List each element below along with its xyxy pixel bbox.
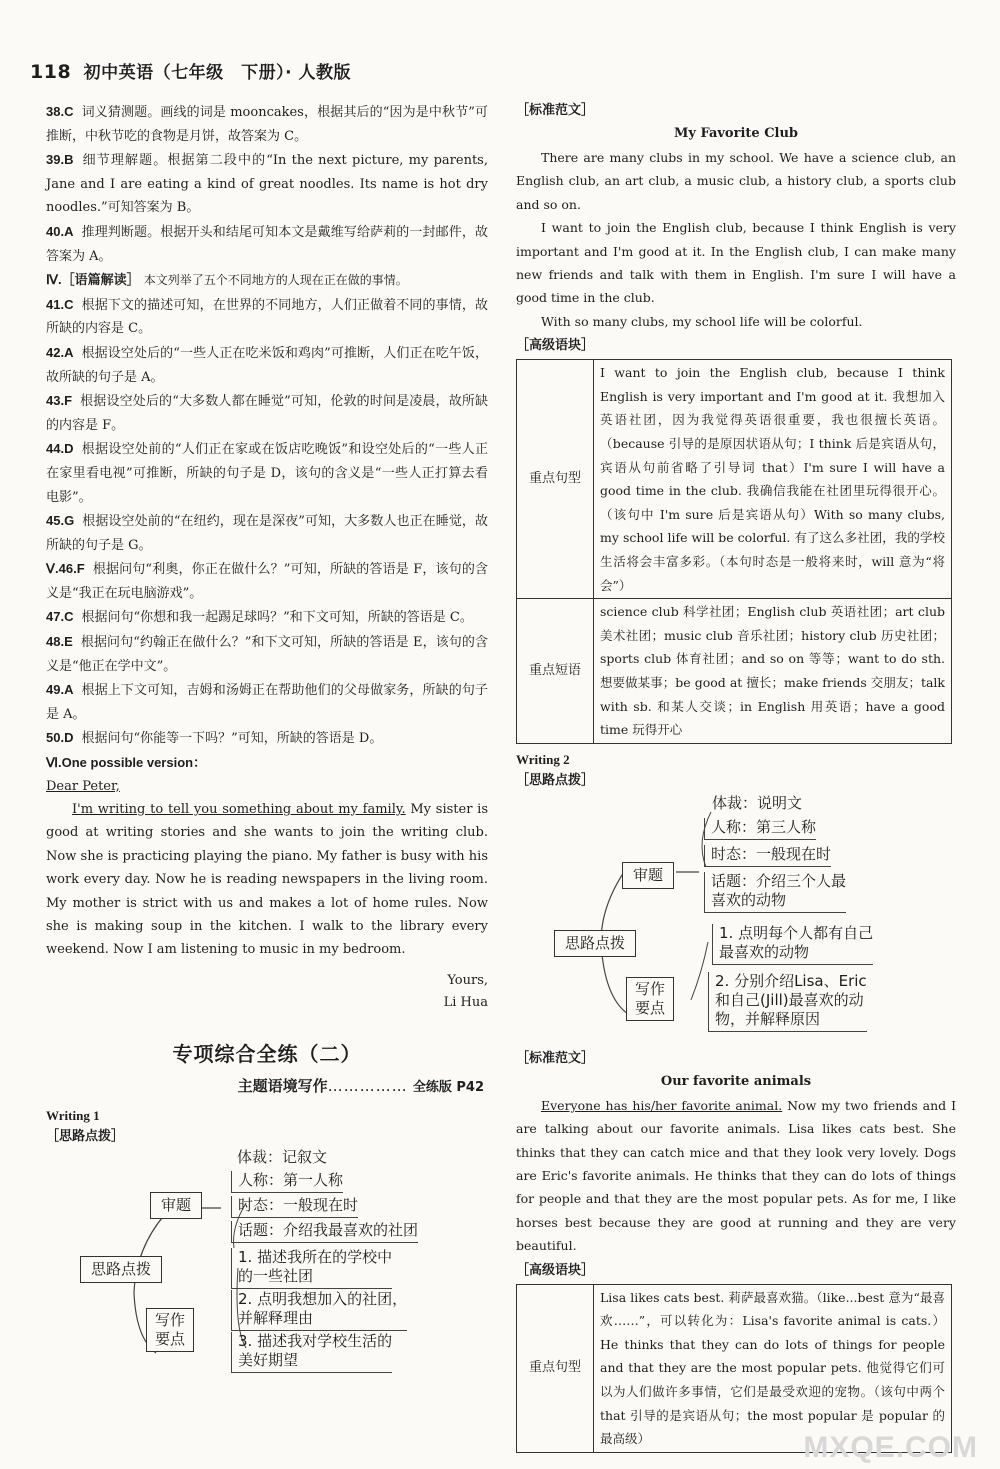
writing1-mindmap: [46, 1148, 488, 1386]
answer-number: 38.C: [46, 104, 74, 119]
letter-closing: Yours,: [447, 972, 488, 988]
answer-explanation: 根据上下文可知，吉姆和汤姆正在帮助他们的父母做家务，所缺的句子是 A。: [46, 683, 488, 722]
chunk-row: [517, 360, 952, 599]
answer-item: [46, 605, 488, 630]
answer-item: [46, 557, 488, 605]
mm2-a-item-2: 时态：一般现在时: [704, 845, 831, 867]
essay2-body: Everyone has his/her favorite animal. Now my two friends and I are talking about our favorite animals. Lisa likes cats best. She thinks that they can catch mice and that they look very lovely. Dogs are Eric's favorite animals. He thinks that they can do lots of things for people and that they are the most popular pets. As for me, I like horses best because they are good at running and they are very beautiful.: [516, 1097, 957, 1254]
answer-number: 43.F: [46, 393, 73, 409]
answer-number: 49.A: [46, 682, 74, 698]
essay1-paragraph: There are many clubs in my school. We have a science club, an English club, an art club, a music club, a history club, a sports club and so on.: [516, 150, 956, 212]
answer-explanation: 根据设空处后的“大多数人都在睡觉”可知，伦敦的时间是凌晨，故所缺的内容是 F。: [46, 394, 488, 433]
answer-item: [46, 437, 488, 509]
advanced-chunks-tag-1: ［高级语块］: [516, 338, 595, 354]
letter-signature: Li Hua: [443, 994, 488, 1010]
advanced-chunks-table-1: [516, 359, 952, 744]
answer-item: [46, 726, 488, 751]
answers-38-40: [46, 100, 488, 268]
letter-body: I'm writing to tell you something about my family. My sister is good at writing stories and she wants to join the writing club. Now she is practicing playing the piano. My father is busy with his work every day. Now he is reading newspapers in the living room. My mother is strict with us and makes a lot of home rules. Now she is making soup in the kitchen. I walk to the library every weekend. Now I am listening to music in my bedroom.: [46, 802, 489, 958]
mm2-a-item-3: 话题：介绍三个人最 喜欢的动物: [704, 872, 846, 913]
chunk-label: 重点句型: [517, 1284, 594, 1452]
answer-item: [46, 100, 488, 148]
essay1-paragraph: With so many clubs, my school life will be colorful.: [541, 313, 863, 329]
answer-item: [46, 293, 488, 341]
left-column: [46, 100, 488, 1386]
chunk-text: Lisa likes cats best. 莉萨最喜欢猫。（like...best 意为“最喜欢……”，可以转化为：Lisa's favorite animal is cats.）He thinks that they can do lots of things for people and that they are the most popular pets. 他觉得它们可以为人们做许多事情，它们是最受欢迎的宠物。（该句中两个 that 引导的是宾语从句；the most popular 是 popular 的最高级）: [594, 1284, 952, 1452]
mm1-a-item-2: 时态：一般现在时: [231, 1196, 358, 1218]
page-number: 118: [30, 61, 72, 83]
essay2-title: Our favorite animals: [660, 1073, 812, 1089]
standard-essay-tag-1: ［标准范文］: [516, 103, 595, 118]
essay1-body: [516, 146, 956, 333]
mm2-b-item-1: 2. 分别介绍Lisa、Eric 和自己(Jill)最喜欢的动 物，并解释原因: [708, 972, 867, 1032]
answer-explanation: 根据下文的描述可知，在世界的不同地方，人们正做着不同的事情，故所缺的内容是 C。: [46, 297, 488, 337]
answer-item: [46, 509, 488, 557]
mm1-b-item-1: 2. 点明我想加入的社团， 并解释理由: [231, 1290, 407, 1331]
answer-explanation: 推理判断题。根据开头和结尾可知本文是戴维写给萨莉的一封邮件，故答案为 A。: [46, 224, 488, 264]
mm1-branch-shenti: 审题: [150, 1192, 202, 1219]
answer-item: [46, 220, 488, 268]
section-title: 专项综合全练（二）: [172, 1041, 362, 1066]
answer-number: 40.A: [46, 223, 74, 239]
mm1-branch-xiezuo: 写作 要点: [146, 1308, 194, 1352]
section-subtitle: 主题语境写作…………… 全练版 P42: [237, 1076, 484, 1095]
advanced-chunks-table-2: [516, 1284, 952, 1453]
standard-essay-tag-2: ［标准范文］: [516, 1050, 595, 1066]
answer-item: [46, 389, 488, 437]
chunk-text: I want to join the English club, because I think English is very important and I'm good at it. 我想加入英语社团，因为我觉得英语很重要，我也很擅长英语。（because 引导的是原因状语从句；I think 后是宾语从句，宾语从句前省略了引导词 that）I'm sure I will have a good time in the club. 我确信我能在社团里玩得很开心。（该句中 I'm sure 后是宾语从句）With so many clubs, my school life will be colorful. 有了这么多社团，我的学校生活将会丰富多彩。（本句时态是一般将来时，will 意为“将会”）: [594, 360, 952, 599]
mm2-branch-shenti: 审题: [622, 862, 674, 889]
mm2-center: 思路点拨: [554, 930, 636, 957]
essay1-title: My Favorite Club: [673, 126, 799, 141]
page-header: [30, 58, 351, 83]
mm2-a-item-1: 人称：第三人称: [704, 818, 816, 840]
chunk-label: 重点句型: [517, 360, 594, 599]
answer-explanation: 根据设空处后的“一些人正在吃米饭和鸡肉”可推断，人们正在吃午饭，故所缺的句子是 A。: [46, 345, 488, 385]
mm1-b-item-0: 1. 描述我所在的学校中 的一些社团: [231, 1248, 392, 1289]
advanced-chunks-tag-2: ［高级语块］: [516, 1262, 595, 1278]
writing2-mindmap: [516, 792, 956, 1048]
answer-number: 41.C: [46, 296, 74, 312]
chunk-text: science club 科学社团；English club 英语社团；art club 美术社团；music club 音乐社团；history club 历史社团；sports club 体育社团；and so on 等等；want to do sth. 想要做某事；be good at 擅长；make friends 交朋友；talk with sb. 和某人交谈；in English 用英语；have a good time 玩得开心: [594, 599, 952, 744]
book-title: 初中英语（七年级 下册）· 人教版: [83, 63, 351, 83]
answer-explanation: 根据问句“你能等一下吗？”可知，所缺的答语是 D。: [81, 731, 383, 747]
answer-explanation: 根据问句“利奥，你正在做什么？”可知，所缺的答语是 F，该句的含义是“我正在玩电脑游戏”。: [46, 562, 488, 601]
writing2-title: Writing 2: [516, 751, 570, 767]
answer-explanation: 细节理解题。根据第二段中的“In the next picture, my parents, Jane and I are eating a kind of great noodles. Its name is hot dry noodles.”可知答案为 B。: [46, 153, 488, 216]
section-4-intro: Ⅳ.［语篇解读］ 本文列举了五个不同地方的人现在正在做的事情。: [46, 272, 408, 288]
answer-explanation: 根据问句“约翰正在做什么？”和下文可知，所缺的答语是 E，该句的含义是“他正在学中文”。: [46, 635, 488, 674]
answer-number: 39.B: [46, 152, 74, 168]
mm1-center: 思路点拨: [80, 1256, 162, 1283]
answer-number: 50.D: [46, 730, 74, 746]
letter-greeting: Dear Peter,: [46, 778, 120, 794]
answer-item: [46, 630, 488, 678]
answers-41-50: [46, 293, 488, 751]
model-letter: [46, 775, 488, 1014]
writing1-title: Writing 1: [46, 1107, 100, 1123]
answer-number: 45.G: [46, 513, 75, 529]
answer-explanation: 词义猜测题。画线的词是 mooncakes，根据其后的“因为是中秋节”可推断，中秋节吃的食物是月饼，故答案为 C。: [46, 105, 488, 144]
essay1-paragraph: I want to join the English club, because I think English is very important and I'm good at it. In the English club, I can make many new friends and talk with them in English. I'm sure I will have a good time in the club.: [516, 220, 956, 306]
mm2-a-item-0: 体裁：说明文: [712, 793, 803, 812]
mm2-b-item-0: 1. 点明每个人都有自己 最喜欢的动物: [712, 924, 873, 965]
answer-explanation: 根据设空处前的“在纽约，现在是深夜”可知，大多数人也正在睡觉，故所缺的句子是 G。: [46, 514, 488, 553]
answer-number: Ⅴ.46.F: [46, 561, 85, 577]
writing2-tag: ［思路点拨］: [516, 772, 595, 788]
section-6-label: Ⅵ.One possible version：: [46, 755, 207, 771]
watermark: MXQE.COM: [803, 1431, 978, 1464]
mm2-branch-xiezuo: 写作 要点: [626, 977, 674, 1021]
mm1-b-item-2: 3. 描述我对学校生活的 美好期望: [231, 1332, 392, 1373]
answer-item: [46, 341, 488, 389]
chunk-row: [517, 1284, 952, 1452]
answer-number: 44.D: [46, 441, 74, 457]
mm1-a-item-0: 体裁：记叙文: [237, 1147, 328, 1166]
answer-number: 48.E: [46, 634, 73, 650]
answer-explanation: 根据问句“你想和我一起踢足球吗？”和下文可知，所缺的答语是 C。: [81, 610, 473, 626]
answer-number: 42.A: [46, 344, 74, 360]
mm1-a-item-3: 话题：介绍我最喜欢的社团: [231, 1221, 418, 1243]
answer-number: 47.C: [46, 609, 74, 625]
right-column: [516, 100, 956, 1453]
writing1-tag: ［思路点拨］: [46, 1128, 125, 1144]
mm1-a-item-1: 人称：第一人称: [231, 1171, 343, 1193]
chunk-label: 重点短语: [517, 599, 594, 744]
answer-item: [46, 678, 488, 726]
chunk-row: [517, 599, 952, 744]
answer-explanation: 根据设空处前的“人们正在家或在饭店吃晚饭”和设空处后的“一些人正在家里看电视”可推断，所缺的句子是 D，该句的含义是“一些人正打算去看电影”。: [46, 442, 488, 505]
answer-item: [46, 148, 488, 220]
